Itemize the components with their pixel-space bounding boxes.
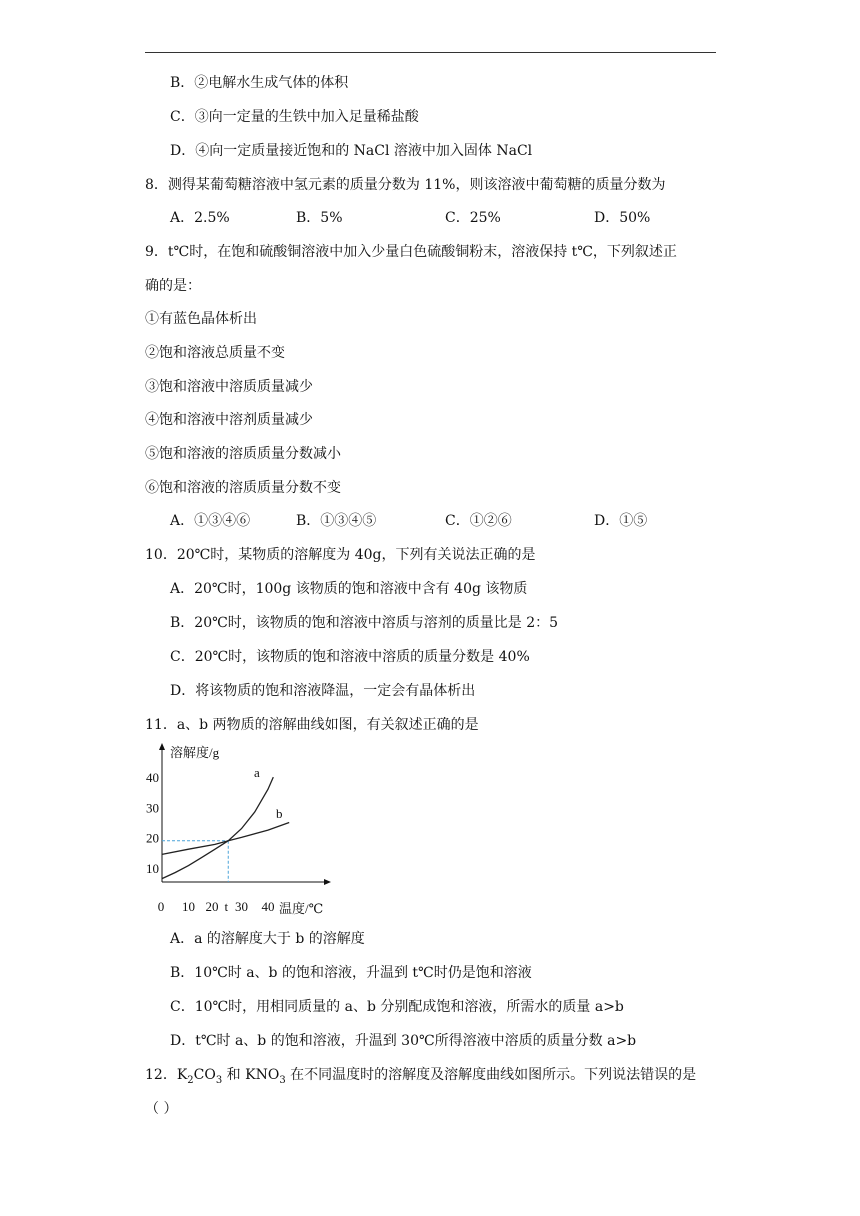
q9-statement-2: ②饱和溶液总质量不变 bbox=[145, 345, 285, 361]
q8-option-b: B．5% bbox=[296, 210, 343, 226]
q8-option-a: A．2.5% bbox=[170, 210, 230, 226]
q10-stem: 10．20℃时，某物质的溶解度为 40g，下列有关说法正确的是 bbox=[145, 547, 536, 563]
solubility-curve-chart bbox=[140, 740, 340, 920]
q11-option-d: D．t℃时 a、b 的饱和溶液，升温到 30℃所得溶液中溶质的质量分数 a>b bbox=[170, 1033, 637, 1049]
q9-option-d: D．①⑤ bbox=[594, 513, 648, 529]
curve-a bbox=[162, 777, 273, 879]
q7-option-c: C．③向一定量的生铁中加入足量稀盐酸 bbox=[170, 109, 419, 125]
x-tick-20: 20 bbox=[205, 899, 219, 914]
q7-option-d: D．④向一定质量接近饱和的 NaCl 溶液中加入固体 NaCl bbox=[170, 143, 533, 159]
curve-label-a: a bbox=[254, 765, 260, 780]
q9-statement-4: ④饱和溶液中溶剂质量减少 bbox=[145, 412, 313, 428]
x-tick-40: 40 bbox=[261, 899, 275, 914]
q9-statement-6: ⑥饱和溶液的溶质质量分数不变 bbox=[145, 480, 341, 496]
y-tick-20: 20 bbox=[146, 830, 159, 846]
q11-option-a: A．a 的溶解度大于 b 的溶解度 bbox=[170, 931, 365, 947]
x-tick-t: t bbox=[224, 899, 229, 914]
y-axis-label: 溶解度/g bbox=[170, 745, 220, 760]
q11-stem: 11．a、b 两物质的溶解曲线如图，有关叙述正确的是 bbox=[145, 717, 479, 733]
q8-stem: 8．测得某葡萄糖溶液中氢元素的质量分数为 11%，则该溶液中葡萄糖的质量分数为 bbox=[145, 177, 666, 193]
q11-option-c: C．10℃时，用相同质量的 a、b 分别配成饱和溶液，所需水的质量 a>b bbox=[170, 999, 624, 1015]
y-tick-10: 10 bbox=[146, 861, 159, 876]
q10-option-c: C．20℃时，该物质的饱和溶液中溶质的质量分数是 40% bbox=[170, 649, 530, 665]
q9-option-a: A．①③④⑥ bbox=[170, 513, 251, 529]
q11-option-b: B．10℃时 a、b 的饱和溶液，升温到 t℃时仍是饱和溶液 bbox=[170, 965, 532, 981]
q9-statement-5: ⑤饱和溶液的溶质质量分数减小 bbox=[145, 446, 341, 462]
q9-statement-1: ①有蓝色晶体析出 bbox=[145, 311, 257, 327]
q10-option-d: D．将该物质的饱和溶液降温，一定会有晶体析出 bbox=[170, 683, 476, 699]
header-rule bbox=[145, 52, 716, 53]
x-tick-10: 10 bbox=[182, 899, 195, 914]
x-tick-0: 0 bbox=[157, 899, 165, 914]
q9-stem-line2: 确的是： bbox=[145, 278, 201, 294]
q9-stem-line1: 9．t℃时，在饱和硫酸铜溶液中加入少量白色硫酸铜粉末，溶液保持 t℃，下列叙述正 bbox=[145, 244, 677, 260]
q8-option-d: D．50% bbox=[594, 210, 651, 226]
q8-option-c: C．25% bbox=[445, 210, 501, 226]
y-tick-40: 40 bbox=[146, 770, 159, 786]
q7-option-b: B．②电解水生成气体的体积 bbox=[170, 75, 349, 91]
y-tick-30: 30 bbox=[146, 800, 159, 816]
q12-paren: （ ） bbox=[145, 1101, 178, 1117]
q9-statement-3: ③饱和溶液中溶质质量减少 bbox=[145, 379, 313, 395]
q9-option-b: B．①③④⑤ bbox=[296, 513, 377, 529]
q10-option-a: A．20℃时，100g 该物质的饱和溶液中含有 40g 该物质 bbox=[170, 581, 528, 597]
q10-option-b: B．20℃时，该物质的饱和溶液中溶质与溶剂的质量比是 2：5 bbox=[170, 615, 559, 631]
x-tick-30: 30 bbox=[235, 899, 248, 914]
curve-b bbox=[162, 823, 289, 855]
q9-option-c: C．①②⑥ bbox=[445, 513, 512, 529]
x-axis-label: 温度/℃ bbox=[279, 901, 324, 916]
curve-label-b: b bbox=[276, 806, 283, 821]
q12-stem: 12．$K_2CO_3$ 和 $KNO_3$ 在不同温度时的溶解度及溶解度曲线如图所示。下列说法错误的是 bbox=[145, 1067, 697, 1086]
